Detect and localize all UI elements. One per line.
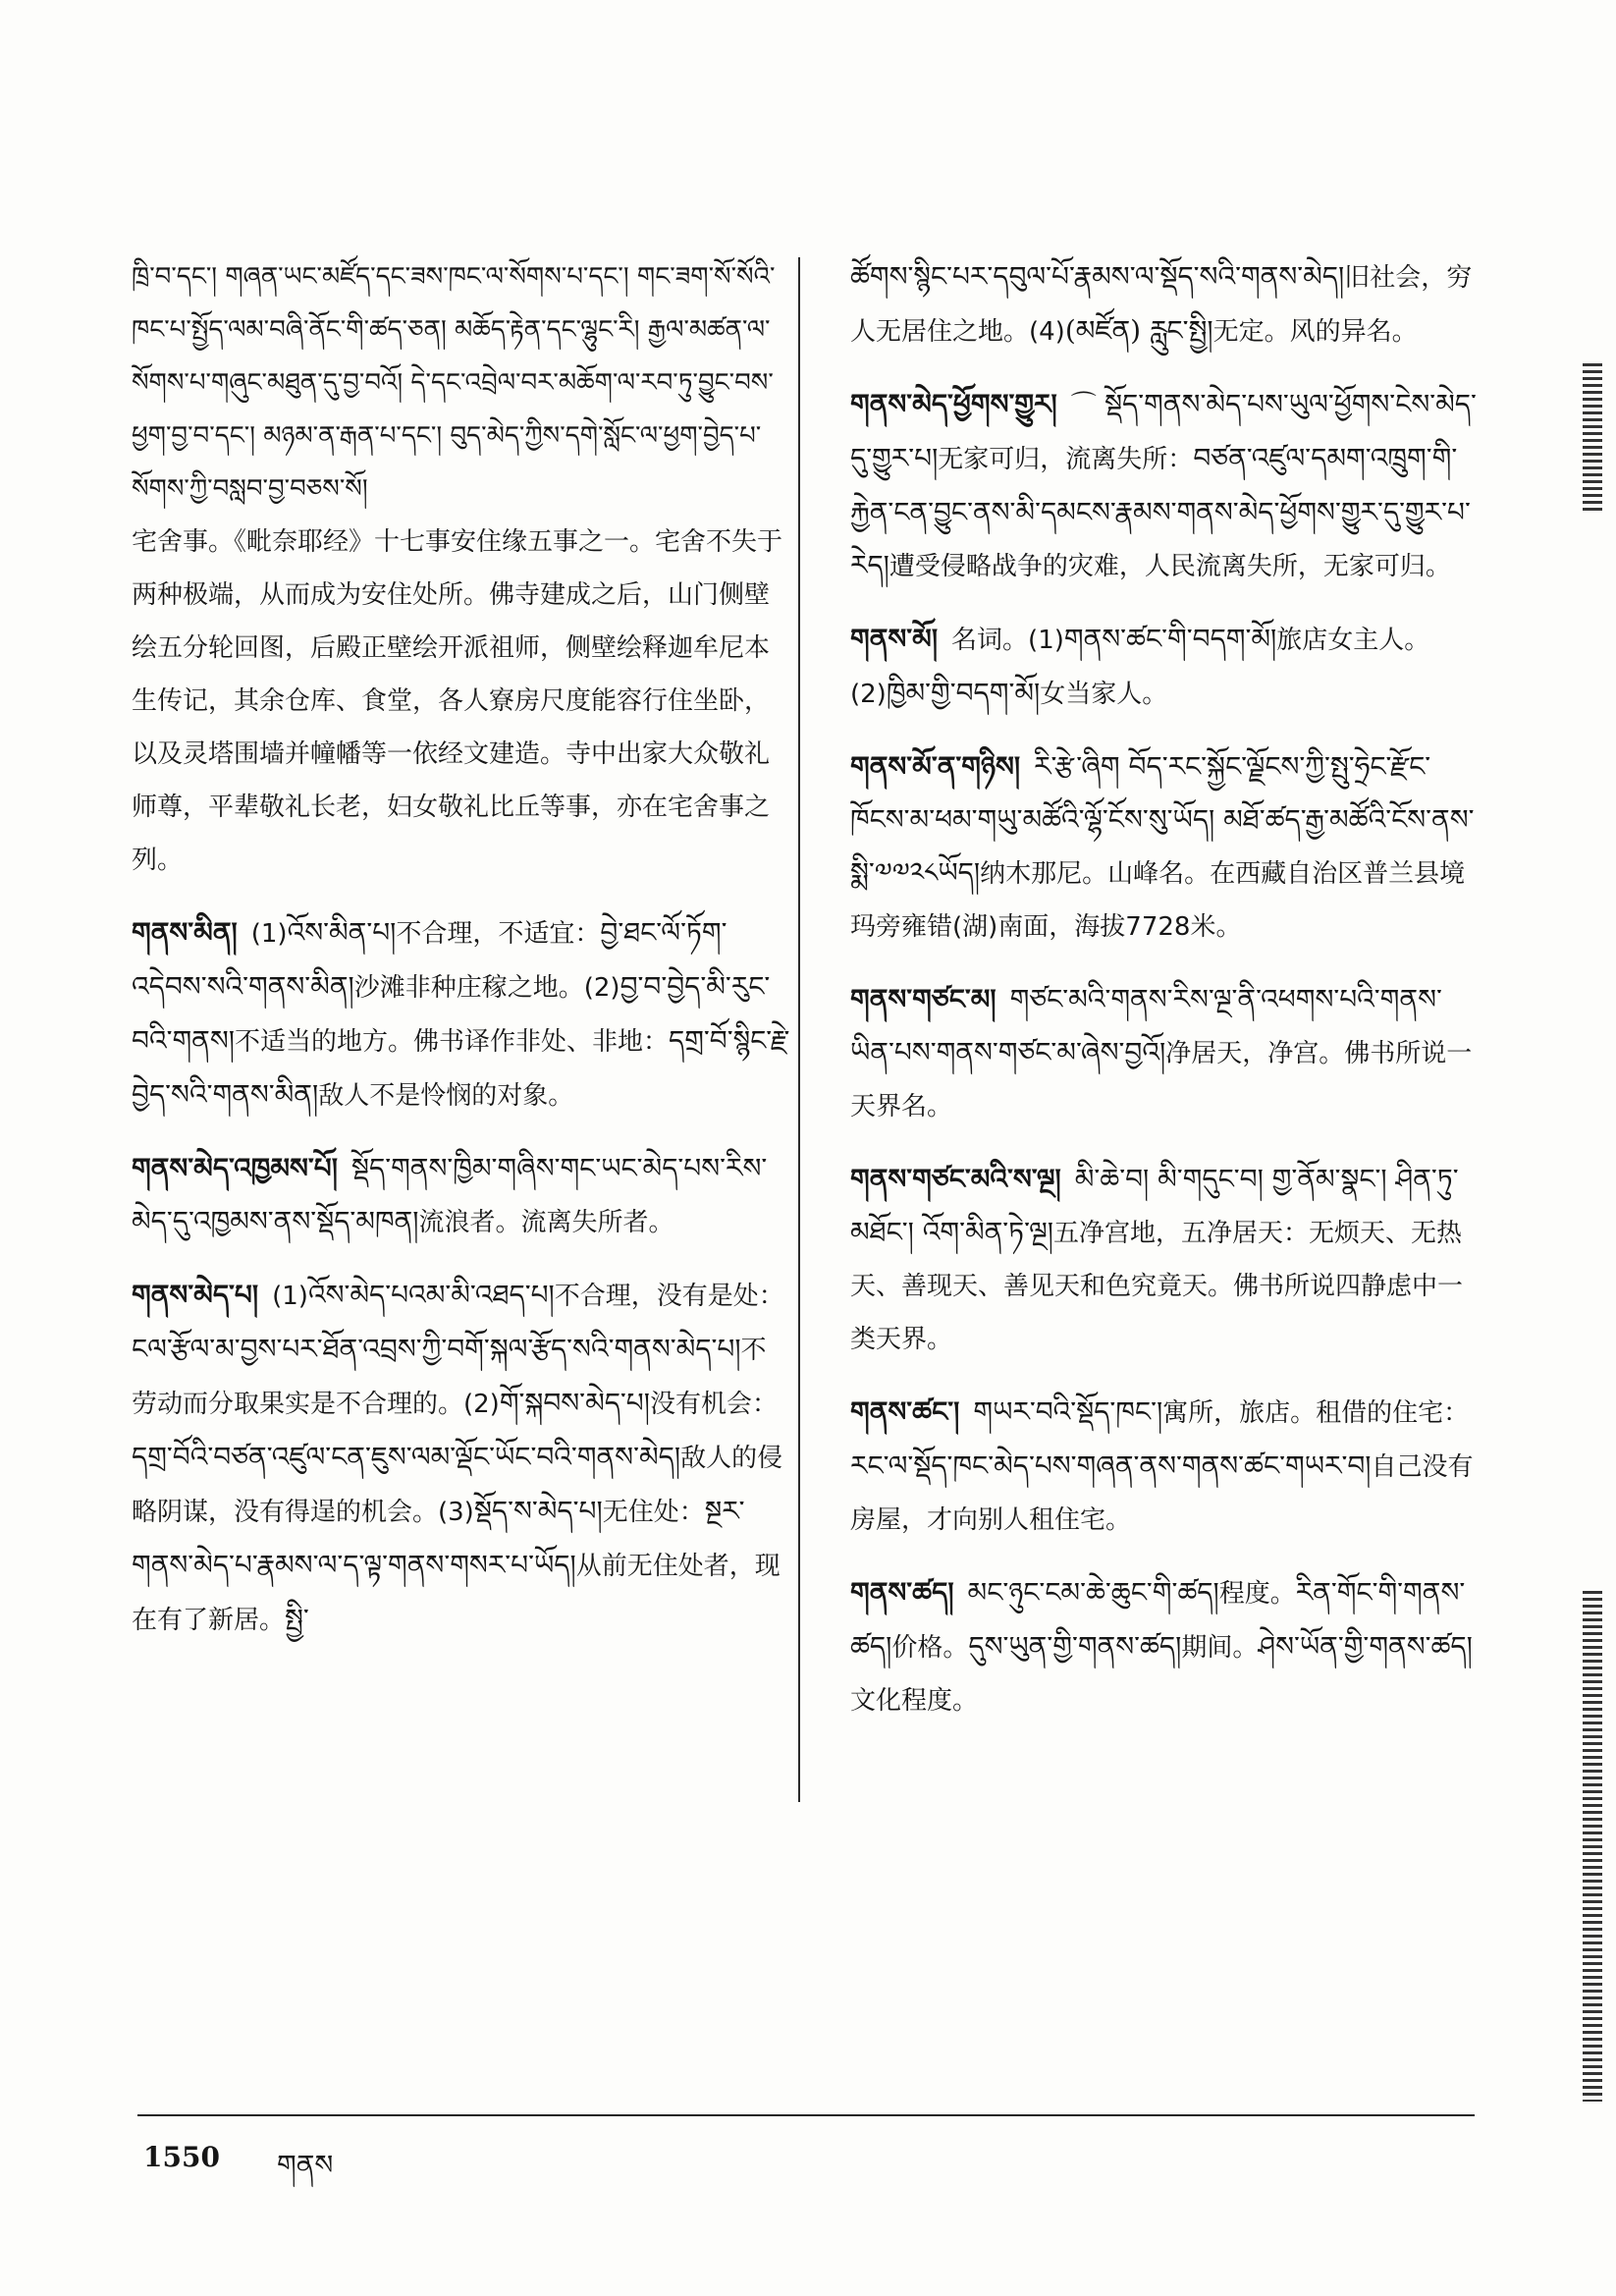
chinese-text: 净居天，净宫。佛书所说一天界名。 xyxy=(850,1039,1473,1121)
tibetan-text: རི་རྩེ་ཞིག བོད་རང་སྐྱོང་ལྗོངས་ཀྱི་སྤུ་ཧྲེང་རྫོང་ཁོངས་མ་ཕམ་གཡུ་མཚོའི་ལྷོ་ངོས་སུ་ཡོད། མཐོ་ཚད་རྒྱ་མཚོའི་ངོས་ནས་སྨི་༧༧༢༨ཡོད། xyxy=(850,750,1475,889)
right-entries xyxy=(850,378,1479,1727)
chinese-text: 不合理，不适宜： xyxy=(396,919,601,949)
tibetan-text: (མཛོན) རླུང་སྤྱི། xyxy=(1064,314,1213,347)
dictionary-entry xyxy=(850,378,1479,593)
headword: གནས་ཚད། xyxy=(850,1576,954,1609)
headword: གནས་མེད་འཁྱམས་པོ། xyxy=(132,1152,338,1184)
tibetan-text: མི་ཆེ་བ། མི་གདུང་བ། གྱ་ནོམ་སྣང་། ཤིན་ཏུ་མཐོང་། འོག་མིན་ཏེ་ལྔ། xyxy=(850,1163,1459,1248)
chinese-text: 期间。 xyxy=(1181,1633,1259,1663)
page-number: 1550 xyxy=(143,2141,220,2173)
dictionary-entry xyxy=(132,906,791,1122)
headword: གནས་མེད་པ། xyxy=(132,1279,259,1311)
tibetan-text: སྤྱི་ xyxy=(285,1603,309,1635)
entry-intro xyxy=(132,250,791,887)
tibetan-text: ཤེས་ཡོན་གྱི་གནས་ཚད། xyxy=(1258,1630,1473,1663)
chinese-text: 旧社会，穷人无居住之地。(4) xyxy=(850,263,1473,347)
column-divider xyxy=(798,257,800,1802)
chinese-text: 纳木那尼。山峰名。在西藏自治区普兰县境玛旁雍错(湖)南面，海拔7728米。 xyxy=(850,859,1466,942)
dictionary-entry xyxy=(132,1269,791,1647)
chinese-text: (1) xyxy=(250,919,288,949)
intro-chinese: 宅舍事。《毗奈耶经》十七事安住缘五事之一。宅舍不失于两种极端，从而成为安住处所。佛寺建成之后，山门侧壁绘五分轮回图，后殿正壁绘开派祖师，侧壁绘释迦牟尼本生传记，其余仓库、食堂，各人寮房尺度能容行住坐卧，以及灵塔围墙并幢幡等一依经文建造。寺中出家大众敬礼师尊，平辈敬礼长老，妇女敬礼比丘等事，亦在宅舍事之列。 xyxy=(132,527,783,875)
entry-carry-over xyxy=(850,250,1479,358)
chinese-text: 敌人不是怜悯的对象。 xyxy=(318,1081,574,1111)
tibetan-text: རང་ལ་སྡོད་ཁང་མེད་པས་གཞན་ནས་གནས་ཚང་གཡར་བ། xyxy=(850,1449,1372,1482)
headword: གནས་གཙང་མ། xyxy=(850,983,997,1015)
headword: གནས་མེད་ཕྱོགས་གྱུར། xyxy=(850,388,1057,420)
chinese-text: 沙滩非种庄稼之地。(2) xyxy=(353,973,620,1003)
tibetan-text: ངལ་རྩོལ་མ་བྱས་པར་ཐོན་འབྲས་ཀྱི་བགོ་སྐལ་རྩོད་སའི་གནས་མེད་པ། xyxy=(132,1333,741,1365)
headword: གནས་མིན། xyxy=(132,916,238,949)
tibetan-text: བྱེ་ཐང་ལོ་ཏོག་འདེབས་སའི་གནས་མིན། xyxy=(132,916,727,1003)
definition xyxy=(850,1163,1464,1354)
chinese-text: 流浪者。流离失所者。 xyxy=(418,1208,674,1237)
dictionary-entry xyxy=(850,973,1479,1133)
tibetan-text: བྱ་བ་བྱེད་མི་རུང་བའི་གནས། xyxy=(132,970,771,1057)
left-entries xyxy=(132,906,791,1647)
chinese-text: 名词。(1) xyxy=(951,626,1064,655)
tibetan-text: མང་ཉུང་ངམ་ཆེ་ཆུང་གི་ཚད། xyxy=(967,1576,1219,1609)
running-head: གནས xyxy=(277,2149,334,2181)
dictionary-entry xyxy=(850,1386,1479,1547)
scan-edge-mark xyxy=(1583,363,1602,511)
tibetan-text: སྔར་གནས་མེད་པ་རྣམས་ལ་ད་ལྟ་གནས་གསར་པ་ཡོད། xyxy=(132,1495,745,1581)
chinese-text: 无住处： xyxy=(602,1498,705,1527)
chinese-text: 寓所，旅店。租借的住宅： xyxy=(1162,1398,1470,1428)
headword: གནས་མོ། xyxy=(850,623,939,655)
tibetan-text: འོས་མིན་པ། xyxy=(287,916,397,949)
definition xyxy=(132,916,790,1111)
chinese-text: 自己没有房屋，才向别人租住宅。 xyxy=(850,1452,1474,1535)
chinese-text: 无家可归，流离失所： xyxy=(938,445,1194,474)
tibetan-text: གཡར་བའི་སྡོད་ཁང་། xyxy=(973,1395,1163,1428)
tibetan-text: དུས་ཡུན་གྱི་གནས་ཚད། xyxy=(968,1630,1182,1663)
chinese-text: 遭受侵略战争的灾难，人民流离失所，无家可归。 xyxy=(889,552,1451,581)
tibetan-text: སྡོད་ས་མེད་པ། xyxy=(473,1495,603,1527)
chinese-text: 从前无住处者，现在有了新居。 xyxy=(132,1552,781,1635)
tibetan-text: བཙན་འཛུལ་དམག་འཁྲུག་གི་རྐྱེན་ངན་བྱུང་ནས་མི་དམངས་རྣམས་གནས་མེད་ཕྱོགས་གྱུར་དུ་གྱུར་པ་རེད། xyxy=(850,442,1471,581)
chinese-text: ⌒ xyxy=(1070,391,1104,420)
definition xyxy=(850,388,1477,581)
dictionary-entry xyxy=(132,1142,791,1249)
chinese-text: 不合理，没有是处： xyxy=(554,1282,784,1311)
chinese-text: 程度。 xyxy=(1218,1579,1296,1609)
headword: གནས་གཙང་མའི་ས་ལྔ། xyxy=(850,1163,1061,1195)
chinese-text: 文化程度。 xyxy=(850,1686,979,1716)
tibetan-text: གོ་སྐབས་མེད་པ། xyxy=(499,1387,650,1419)
chinese-text: 五净宫地，五净居天：无烦天、无热天、善现天、善见天和色究竟天。佛书所说四静虑中一类天界。 xyxy=(850,1219,1464,1354)
dictionary-entry xyxy=(850,1153,1479,1366)
dictionary-entry xyxy=(850,740,1479,954)
chinese-text: 不劳动而分取果实是不合理的。(2) xyxy=(132,1336,767,1419)
tibetan-text: རིན་གོང་གི་གནས་ཚད། xyxy=(850,1576,1466,1663)
tibetan-text: སྡོད་གནས་མེད་པས་ཡུལ་ཕྱོགས་ངེས་མེད་དུ་གྱུར་པ། xyxy=(850,388,1477,474)
chinese-text: 敌人的侵略阴谋，没有得逞的机会。(3) xyxy=(132,1444,783,1527)
headword: གནས་མོ་ན་གཉིས། xyxy=(850,750,1021,783)
tibetan-text: འོས་མེད་པའམ་མི་འཐད་པ། xyxy=(307,1279,555,1311)
chinese-text: 价格。 xyxy=(891,1633,969,1663)
footer-rule xyxy=(137,2114,1475,2116)
chinese-text: 不适当的地方。佛书译作非处、非地： xyxy=(234,1027,669,1057)
intro-tibetan: ཁྲི་བ་དང་། གཞན་ཡང་མཛོད་དང་ཟས་ཁང་ལ་སོགས་པ་དང་། གང་ཟག་སོ་སོའི་ཁང་པ་སྤྱོད་ལམ་བཞི་ནོང་གི་ཚད་ཅན། མཆོད་རྟེན་དང་ལྷུང་རི། རྒྱལ་མཚན་ལ་སོགས་པ་གཞུང་མཐུན་དུ་བྱ་བའོ། དེ་དང་འབྲེལ་བར་མཆོག་ལ་རབ་ཏུ་བྱུང་བས་ཕྱག་བྱ་བ་དང་། མཉམ་ན་རྒན་པ་དང་། བུད་མེད་ཀྱིས་དགེ་སློང་ལ་ཕྱག་བྱེད་པ་སོགས་ཀྱི་བསླབ་བྱ་བཅས་སོ། xyxy=(132,262,776,504)
left-column xyxy=(132,250,791,1667)
definition xyxy=(850,750,1475,942)
tibetan-text: གནས་ཚང་གི་བདག་མོ། xyxy=(1063,623,1277,655)
chinese-text: 没有机会： xyxy=(649,1390,778,1419)
tibetan-text: དགྲ་བོའི་བཙན་འཛུལ་ངན་ཇུས་ལམ་ལྡོང་ཡོང་བའི་གནས་མེད། xyxy=(132,1441,681,1473)
chinese-text: (1) xyxy=(272,1282,308,1311)
tibetan-text: སྡོད་གནས་ཁྱིམ་གཞིས་གང་ཡང་མེད་པས་རིས་མེད་དུ་འཁྱམས་ནས་སྡོད་མཁན། xyxy=(132,1152,768,1237)
chinese-text: 旅店女主人。(2) xyxy=(850,626,1430,709)
tibetan-text: གཙང་མའི་གནས་རིས་ལྔ་ནི་འཕགས་པའི་གནས་ཡིན་པས་གནས་གཙང་མ་ཞེས་བྱའོ། xyxy=(850,983,1442,1068)
tibetan-text: དགྲ་བོ་སྙིང་རྗེ་བྱེད་སའི་གནས་མིན། xyxy=(132,1024,790,1111)
dictionary-entry xyxy=(850,613,1479,721)
tibetan-text: ཚོགས་སྙིང་པར་དབུལ་པོ་རྣམས་ལ་སྡོད་སའི་གནས་མེད། xyxy=(850,260,1345,293)
dictionary-entry xyxy=(850,1566,1479,1727)
headword: གནས་ཚང་། xyxy=(850,1395,960,1428)
right-column xyxy=(850,250,1479,1747)
definition xyxy=(132,1279,784,1635)
chinese-text: 无定。风的异名。 xyxy=(1212,317,1418,347)
chinese-text: 女当家人。 xyxy=(1040,680,1168,709)
scan-edge-mark xyxy=(1583,1591,1602,2102)
tibetan-text: ཁྱིམ་གྱི་བདག་མོ། xyxy=(886,677,1041,709)
